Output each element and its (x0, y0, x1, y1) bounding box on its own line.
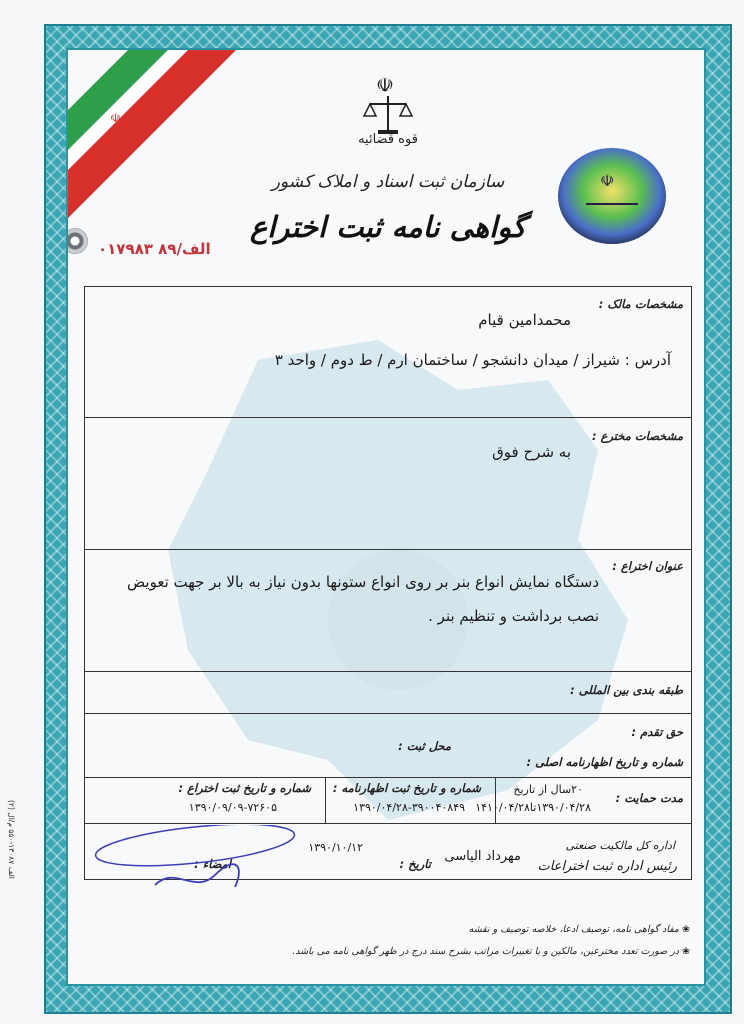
owner-label: مشخصات مالک : (598, 297, 683, 311)
original-declaration-label: شماره و تاریخ اظهارنامه اصلی : (526, 755, 683, 769)
office-name: اداره کل مالکیت صنعتی (565, 839, 675, 852)
judiciary-hologram-seal (556, 146, 668, 246)
invention-label: عنوان اختراع : (612, 559, 683, 573)
binding-hole-icon (66, 228, 88, 254)
invention-title-line2: نصب برداشت و تنظیم بنر . (428, 607, 599, 625)
protection-period: ۲۰سال از تاریخ (513, 783, 583, 796)
owner-name: محمدامین قیام (478, 311, 571, 329)
inventor-label: مشخصات مخترع : (591, 429, 683, 443)
serial-number: الف/۸۹ ۰۱۷۹۸۳ (98, 240, 211, 258)
office-head: رئیس اداره ثبت اختراعات (537, 859, 677, 874)
signature-date: ۱۳۹۰/۱۰/۱۲ (308, 841, 363, 854)
handwritten-signature (85, 825, 325, 905)
judiciary-caption: قوه قضائیه (358, 132, 418, 147)
iran-flag-icon (68, 50, 258, 240)
date-label: تاریخ : (399, 857, 431, 871)
priority-label: حق تقدم : (631, 725, 683, 739)
registration-label: شماره و تاریخ ثبت اختراع : (178, 781, 311, 795)
protection-label: مدت حمایت : (615, 791, 683, 805)
invention-title-line1: دستگاه نمایش انواع بنر بر روی انواع ستونها بدون نیاز به بالا بر جهت تعویض (127, 573, 599, 591)
svg-text:☫: ☫ (600, 171, 615, 190)
classification-label: طبقه بندی بین المللی : (570, 683, 683, 697)
note-1: ❀ مفاد گواهی نامه، توصیف ادعا، خلاصه توصیف و نقشه (468, 924, 690, 935)
sign-label: امضاء : (194, 857, 231, 871)
inventor-value: به شرح فوق (492, 443, 571, 461)
registration-place-label: محل ثبت : (398, 739, 451, 753)
note-2: ❀ در صورت تعدد مخترعین، مالکین و یا تغییرات مراتب بشرح سند درج در ظهر گواهی نامه می باشد. (292, 946, 690, 957)
owner-address: آدرس : شیراز / میدان دانشجو / ساختمان ارم / ط دوم / واحد ۳ (274, 351, 671, 369)
judiciary-emblem-icon (358, 70, 418, 140)
side-form-code: (۲) الف ۱۳۰۸۷-۵۵۰ م/ال (7, 800, 16, 879)
declaration-label: شماره و تاریخ ثبت اظهارنامه : (332, 781, 481, 795)
certificate-body (66, 48, 706, 986)
protection-dates: ۱۳۹۰/۰۴/۲۸تا۱۴۱۰/۰۴/۲۸ (475, 801, 591, 814)
svg-text:☫: ☫ (110, 111, 121, 125)
certificate-title: گواهی نامه ثبت اختراع (250, 210, 526, 244)
signer-name: مهرداد الیاسی (444, 849, 521, 864)
certificate-table (84, 286, 692, 880)
declaration-value: ۱۳۹۰/۰۴/۲۸-۳۹۰۰۴۰۸۴۹ (353, 801, 465, 814)
organization-name: سازمان ثبت اسناد و املاک کشور (271, 172, 505, 192)
registration-value: ۱۳۹۰/۰۹/۰۹-۷۲۶۰۵ (188, 801, 277, 814)
svg-text:☫: ☫ (376, 73, 394, 97)
